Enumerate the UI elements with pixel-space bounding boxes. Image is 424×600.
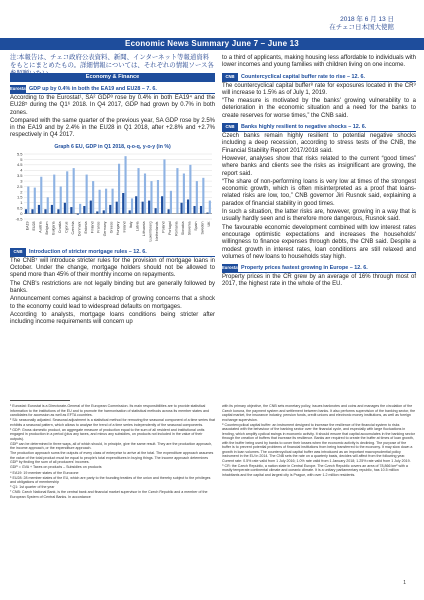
report-date-block: [329, 16, 394, 32]
article-paragraph: However, analyses show that risks related to the current “good times” where banks and clients see the risks as insignificant are growing, the report said.: [222, 155, 416, 177]
article-paragraph: The favourable economic development combined with low interest rates encourage optimistic expectations and increases the households' willingness to finance expenses through debts, the CNB said. Despite a modest growth in interest rates, loan conditions are still relaxed and volumes of new loans to households stay high.: [222, 224, 416, 260]
x-tick-label: Ireland: [122, 221, 127, 233]
y-tick-label: 1: [20, 199, 23, 205]
x-tick-label: Germany: [103, 221, 108, 237]
bar-y-o-y: [92, 181, 94, 214]
footnotes-right: [222, 404, 416, 478]
x-tick-label: Hungary: [116, 221, 121, 235]
bar-y-o-y: [34, 187, 36, 213]
article-paragraph: Compared with the same quarter of the previous year, SA GDP rose by 2.5% in the EA19 and by 2.4% in the EU28 in Q1 2018, after +2.8% and +2.7% respectively in Q4 2017.: [10, 117, 215, 139]
x-tick-label: Austria: [38, 221, 43, 233]
article-heading-property: [222, 264, 416, 273]
x-tick-label: Latvia: [135, 221, 140, 231]
bar-q-o-q: [122, 193, 124, 214]
footnote: ³ GDP: Gross domestic product, an aggregate measure of production equal to the sum of all resident and institutional units engaged in production in a period (plus any taxes, and minus any subsidies, on products not included in the value of their outputs).: [10, 427, 205, 441]
article-title: Property prices fastest growing in Europe – 12. 6.: [241, 265, 368, 272]
article-paragraph: According to the Eurostat¹, SA² GDP³ rose by 0.4% in both EA19⁴ and the EU28⁵ during the Q1⁶ 2018. In Q4 2017, GDP had grown by 0.7% in both zones.: [10, 95, 215, 116]
bar-y-o-y: [118, 164, 120, 214]
bar-q-o-q: [193, 206, 195, 214]
gdp-bar-chart: [10, 151, 215, 245]
footnote: The production approach sums the outputs of every class of enterprise to arrive at the total. The expenditure approach assumes the value of the total product must be equal to people's total expenditures in buying things. The income approach determines GDP by finding the sum of all producers' incomes.: [10, 451, 214, 465]
footnote: ⁹ CR: the Czech Republic, a nation state in Central Europe. The Czech Republic covers an area of 78,866 km² with a mostly temperate continental climate and oceanic climate. It is a unitary parliamentary republic, has 10.5 million inhabitants and the capital and largest city is Prague, with over 1.2 million residents.: [222, 463, 408, 477]
bar-y-o-y: [99, 190, 101, 214]
article-paragraph: In such a situation, the latter risks are, however, growing in a way that is usually hardly seen and is therefore more dangerous, Rusnok said.: [222, 209, 416, 223]
bar-y-o-y: [40, 177, 42, 214]
left-column: [10, 73, 215, 326]
article-title: Countercyclical capital buffer rate to rise – 12. 6.: [241, 73, 366, 80]
footnote: GDP can be determined in three ways, all of which should, in principle, give the same result. They are the production approach, the income approach, or the expenditure approach.: [10, 441, 213, 451]
x-tick-label: Belgium: [44, 221, 49, 235]
y-tick-label: 0.5: [16, 205, 23, 211]
article-heading-buffer: [222, 73, 416, 82]
x-tick-label: Lithuania: [142, 221, 147, 236]
x-tick-label: Poland: [161, 221, 166, 233]
footnote: with its primary objective, the CNB sets monetary policy, issues banknotes and coins and manages the circulation of the Czech koruna, the payment system and settlement between banks. It also performs supervision of the banking sector, the capital market, the insurance industry, pension funds, credit unions and electronic money institutions, as well as foreign exchange supervision.: [222, 404, 416, 422]
bar-y-o-y: [176, 168, 178, 214]
footnote: ⁷ CNB: Czech National Bank, is the central bank and financial market supervisor in the Czech Republic and a member of the European System of Central Banks. In accordance: [10, 490, 208, 499]
y-tick-label: 4.5: [16, 162, 23, 168]
report-date: 2018 年 6 月 13 日: [340, 16, 394, 23]
bar-y-o-y: [73, 168, 75, 214]
y-tick-label: 2.5: [16, 183, 23, 189]
bar-y-o-y: [53, 174, 55, 213]
bar-y-o-y: [209, 200, 211, 213]
bar-q-o-q: [77, 213, 79, 214]
y-tick-label: 5.5: [16, 151, 23, 157]
footnote-divider: [10, 400, 70, 401]
x-tick-label: Greece: [109, 221, 114, 234]
x-tick-label: Estonia: [83, 221, 88, 234]
footnote: ⁸ Countercyclical capital buffer: an instrument designed to increase the resilience of the financial system to risks associated with the behaviour of the banking sector over the financial cycle, and especially with large fluctuations in lending, which amplify cyclical swings in economic activity. It should ensure that capital accumulates in the banking sector through the creation of buffers that increase its resilience. Banks are required to create the buffer at times of loan growth, with the buffer being used by banks to cover their losses when the economic activity is declining. The purpose of the buffer is to prevent potential problems of financial institutions from being transferred to the economy. It may slow down a growth in loan volumes. The countercyclical capital buffer was introduced as an important macroprudential policy instrument in the EU in 2014. The CNB sets the rate on a quarterly basis, decides will affect from the following year. Current rate: 0.5% rate valid from 1 July 2016; 1.0% rate valid from 1 January 2018; 1.25% rate valid from 1 July 2019.: [222, 422, 415, 463]
bar-y-o-y: [183, 173, 185, 213]
y-tick-label: 0: [20, 210, 23, 216]
bar-q-o-q: [44, 209, 46, 213]
x-tick-label: Slovenia: [187, 221, 192, 236]
y-tick-label: 1.5: [16, 194, 23, 200]
article-heading-banks: [222, 123, 416, 132]
bar-y-o-y: [60, 186, 62, 213]
bar-q-o-q: [155, 208, 157, 213]
footnote: ⁶ Q1: 1st quarter of the year: [10, 485, 55, 490]
article-paragraph: Property prices in the CR grew by an average of 16% through most of 2017, the highest rate in the whole of the EU.: [222, 274, 416, 288]
bar-y-o-y: [189, 165, 191, 214]
article-paragraph: “The measure is motivated by the banks' growing vulnerability to a deterioration in the economic situation and a need for the banks to create reserves for worse times,” the CNB said.: [222, 98, 416, 119]
bar-q-o-q: [51, 205, 53, 214]
bar-q-o-q: [168, 209, 170, 213]
bar-y-o-y: [163, 159, 165, 213]
article-heading-gdp: [10, 85, 215, 94]
x-tick-label: Cyprus: [64, 221, 69, 233]
bar-q-o-q: [129, 210, 131, 213]
footnote: ⁵ EU28: 28 member states of the EU, which are party to the founding treaties of the union and thereby subject to the privileges and obligations of membership: [10, 475, 211, 485]
x-tick-label: Finland: [90, 221, 95, 234]
x-tick-label: Italy: [129, 221, 134, 228]
article-paragraph: “The share of non-performing loans is very low at times of the strongest economic growth, which is often misinterpreted as a proof that loans-related risks are low, too,” CNB governor Jiri Rusnok said, explaining a paradox of financial stability in good times.: [222, 178, 416, 207]
bar-q-o-q: [64, 203, 66, 214]
x-tick-label: Czechia: [70, 221, 75, 235]
x-tick-label: Romania: [174, 221, 179, 236]
article-paragraph: The CNB's restrictions are not legally binding but are generally followed by banks.: [10, 280, 215, 294]
bar-q-o-q: [187, 199, 189, 213]
x-tick-label: Denmark: [77, 221, 82, 236]
page-number: 1: [403, 580, 406, 586]
y-tick-label: -0.5: [15, 216, 23, 222]
bar-q-o-q: [103, 210, 105, 213]
y-tick-label: 3.5: [16, 172, 23, 178]
footnote: ⁴ EA19: 19 member states of the Eurozone: [10, 470, 79, 475]
bar-q-o-q: [206, 212, 208, 213]
source-tag: Eurostat: [10, 86, 27, 91]
article-paragraph: Announcement comes against a backdrop of growing concerns that a shock to the economy could lead to widespread defaults on mortgages.: [10, 296, 215, 310]
article-paragraph: The countercyclical capital buffer⁸ rate for exposures located in the CR⁹ will increase to 1.5% as of July 1, 2019.: [222, 82, 416, 96]
bar-y-o-y: [79, 204, 81, 214]
bar-q-o-q: [31, 209, 33, 213]
gdp-chart: [10, 143, 215, 245]
bar-y-o-y: [66, 171, 68, 213]
bar-q-o-q: [70, 207, 72, 214]
article-paragraph: to a third of applicants, making housing less affordable to individuals with lower incomes and young families with children living on one income.: [222, 55, 416, 69]
x-tick-label: EU28: [31, 221, 36, 231]
bar-y-o-y: [196, 181, 198, 214]
footnote: GDP = GVA + Taxes on products – Subsidies on products: [10, 465, 102, 470]
article-title: Banks highly resilient to negative shocks – 12. 6.: [241, 124, 367, 131]
bar-y-o-y: [86, 174, 88, 213]
footnotes-left: [10, 404, 215, 500]
source-tag: Eurostat: [222, 265, 239, 271]
bar-q-o-q: [161, 196, 163, 213]
disclaimer-note: 注:本報告は、チェコ政府公表資料、新聞、インターネット等報道資料をもとにまとめたもの。詳細情報については、それぞれの情報ソース各: [10, 54, 214, 70]
article-paragraph: The CNB⁷ will introduce stricter rules for the provision of mortgage loans in October. Under the change, mortgage holders should not be allowed to spend more than 45% of their monthly income on repayments.: [10, 257, 215, 279]
x-tick-label: Bulgaria: [51, 221, 56, 235]
bar-y-o-y: [131, 198, 133, 213]
bar-q-o-q: [142, 201, 144, 213]
bar-q-o-q: [25, 209, 27, 213]
right-column: [222, 54, 416, 289]
article-title: Introduction of stricter mortgage rules – 12. 6.: [29, 248, 147, 255]
y-tick-label: 5: [20, 156, 23, 162]
chart-title: Graph 6 EU, GDP in Q1 2018, q-o-q, y-o-y (in %): [54, 143, 171, 150]
y-tick-label: 2: [20, 189, 23, 195]
bar-y-o-y: [150, 181, 152, 214]
x-tick-label: UK: [206, 221, 211, 227]
bar-y-o-y: [27, 186, 29, 213]
x-tick-label: France: [96, 221, 101, 233]
x-tick-label: Slovakia: [181, 221, 186, 235]
bar-y-o-y: [112, 188, 114, 213]
y-tick-label: 4: [20, 167, 23, 173]
section-heading: Economy & Finance: [10, 73, 215, 82]
bar-q-o-q: [90, 200, 92, 213]
article-title: GDP up by 0.4% in both the EA19 and EU28 – 7. 6.: [29, 86, 157, 92]
embassy-name: 在チェコ日本国大使館: [329, 24, 394, 31]
x-tick-label: Portugal: [168, 221, 173, 235]
bar-q-o-q: [116, 201, 118, 213]
bar-q-o-q: [180, 203, 182, 214]
x-tick-label: Sweden: [200, 221, 205, 235]
x-tick-label: Croatia: [57, 221, 62, 233]
x-tick-label: Luxembourg: [148, 221, 153, 242]
bar-y-o-y: [105, 188, 107, 213]
bar-q-o-q: [200, 206, 202, 214]
bar-q-o-q: [148, 200, 150, 213]
article-heading-mortgage: [10, 248, 215, 257]
footnote: ¹ Eurostat: Eurostat is a Directorate-General of the European Commission. Its main responsibilities are to provide statistical information to the institutions of the EU and to promote the harmonisation of statistical methods across its member states and candidates for accession as well as EFTA countries.: [10, 404, 209, 417]
bar-y-o-y: [157, 180, 159, 214]
x-tick-label: Spain: [193, 221, 198, 231]
bar-y-o-y: [202, 178, 204, 214]
x-tick-label: EA19: [25, 221, 30, 231]
article-paragraph: According to analysts, mortgage loans conditions being stricter after including income requirements will concern up: [10, 311, 215, 326]
bar-q-o-q: [135, 196, 137, 213]
page-title: Economic News Summary June 7 – June 13: [0, 38, 424, 50]
footnote: ² SA: seasonally adjusted. Seasonal adjustment is a statistical method for removing the seasonal component of a time series that exhibits a seasonal pattern, which allows to analyse the trend of a time series independently of the seasonal components.: [10, 418, 215, 427]
bar-q-o-q: [96, 211, 98, 213]
article-paragraph: Czech banks remain highly resilient to potential negative shocks including a deep recession, according to stress tests of the CNB, the Financial Stability Report 2017/2018 said.: [222, 133, 416, 154]
bar-y-o-y: [124, 156, 126, 213]
source-tag: CNB: [222, 123, 238, 131]
x-tick-label: Netherlands: [155, 221, 160, 241]
bar-y-o-y: [137, 168, 139, 214]
bar-y-o-y: [144, 173, 146, 213]
source-tag: CNB: [10, 248, 26, 256]
bar-q-o-q: [38, 205, 40, 214]
bar-q-o-q: [83, 206, 85, 214]
bar-y-o-y: [47, 197, 49, 213]
bar-y-o-y: [170, 191, 172, 214]
bar-q-o-q: [57, 209, 59, 213]
y-tick-label: 3: [20, 178, 23, 184]
source-tag: CNB: [222, 73, 238, 81]
bar-q-o-q: [109, 205, 111, 214]
